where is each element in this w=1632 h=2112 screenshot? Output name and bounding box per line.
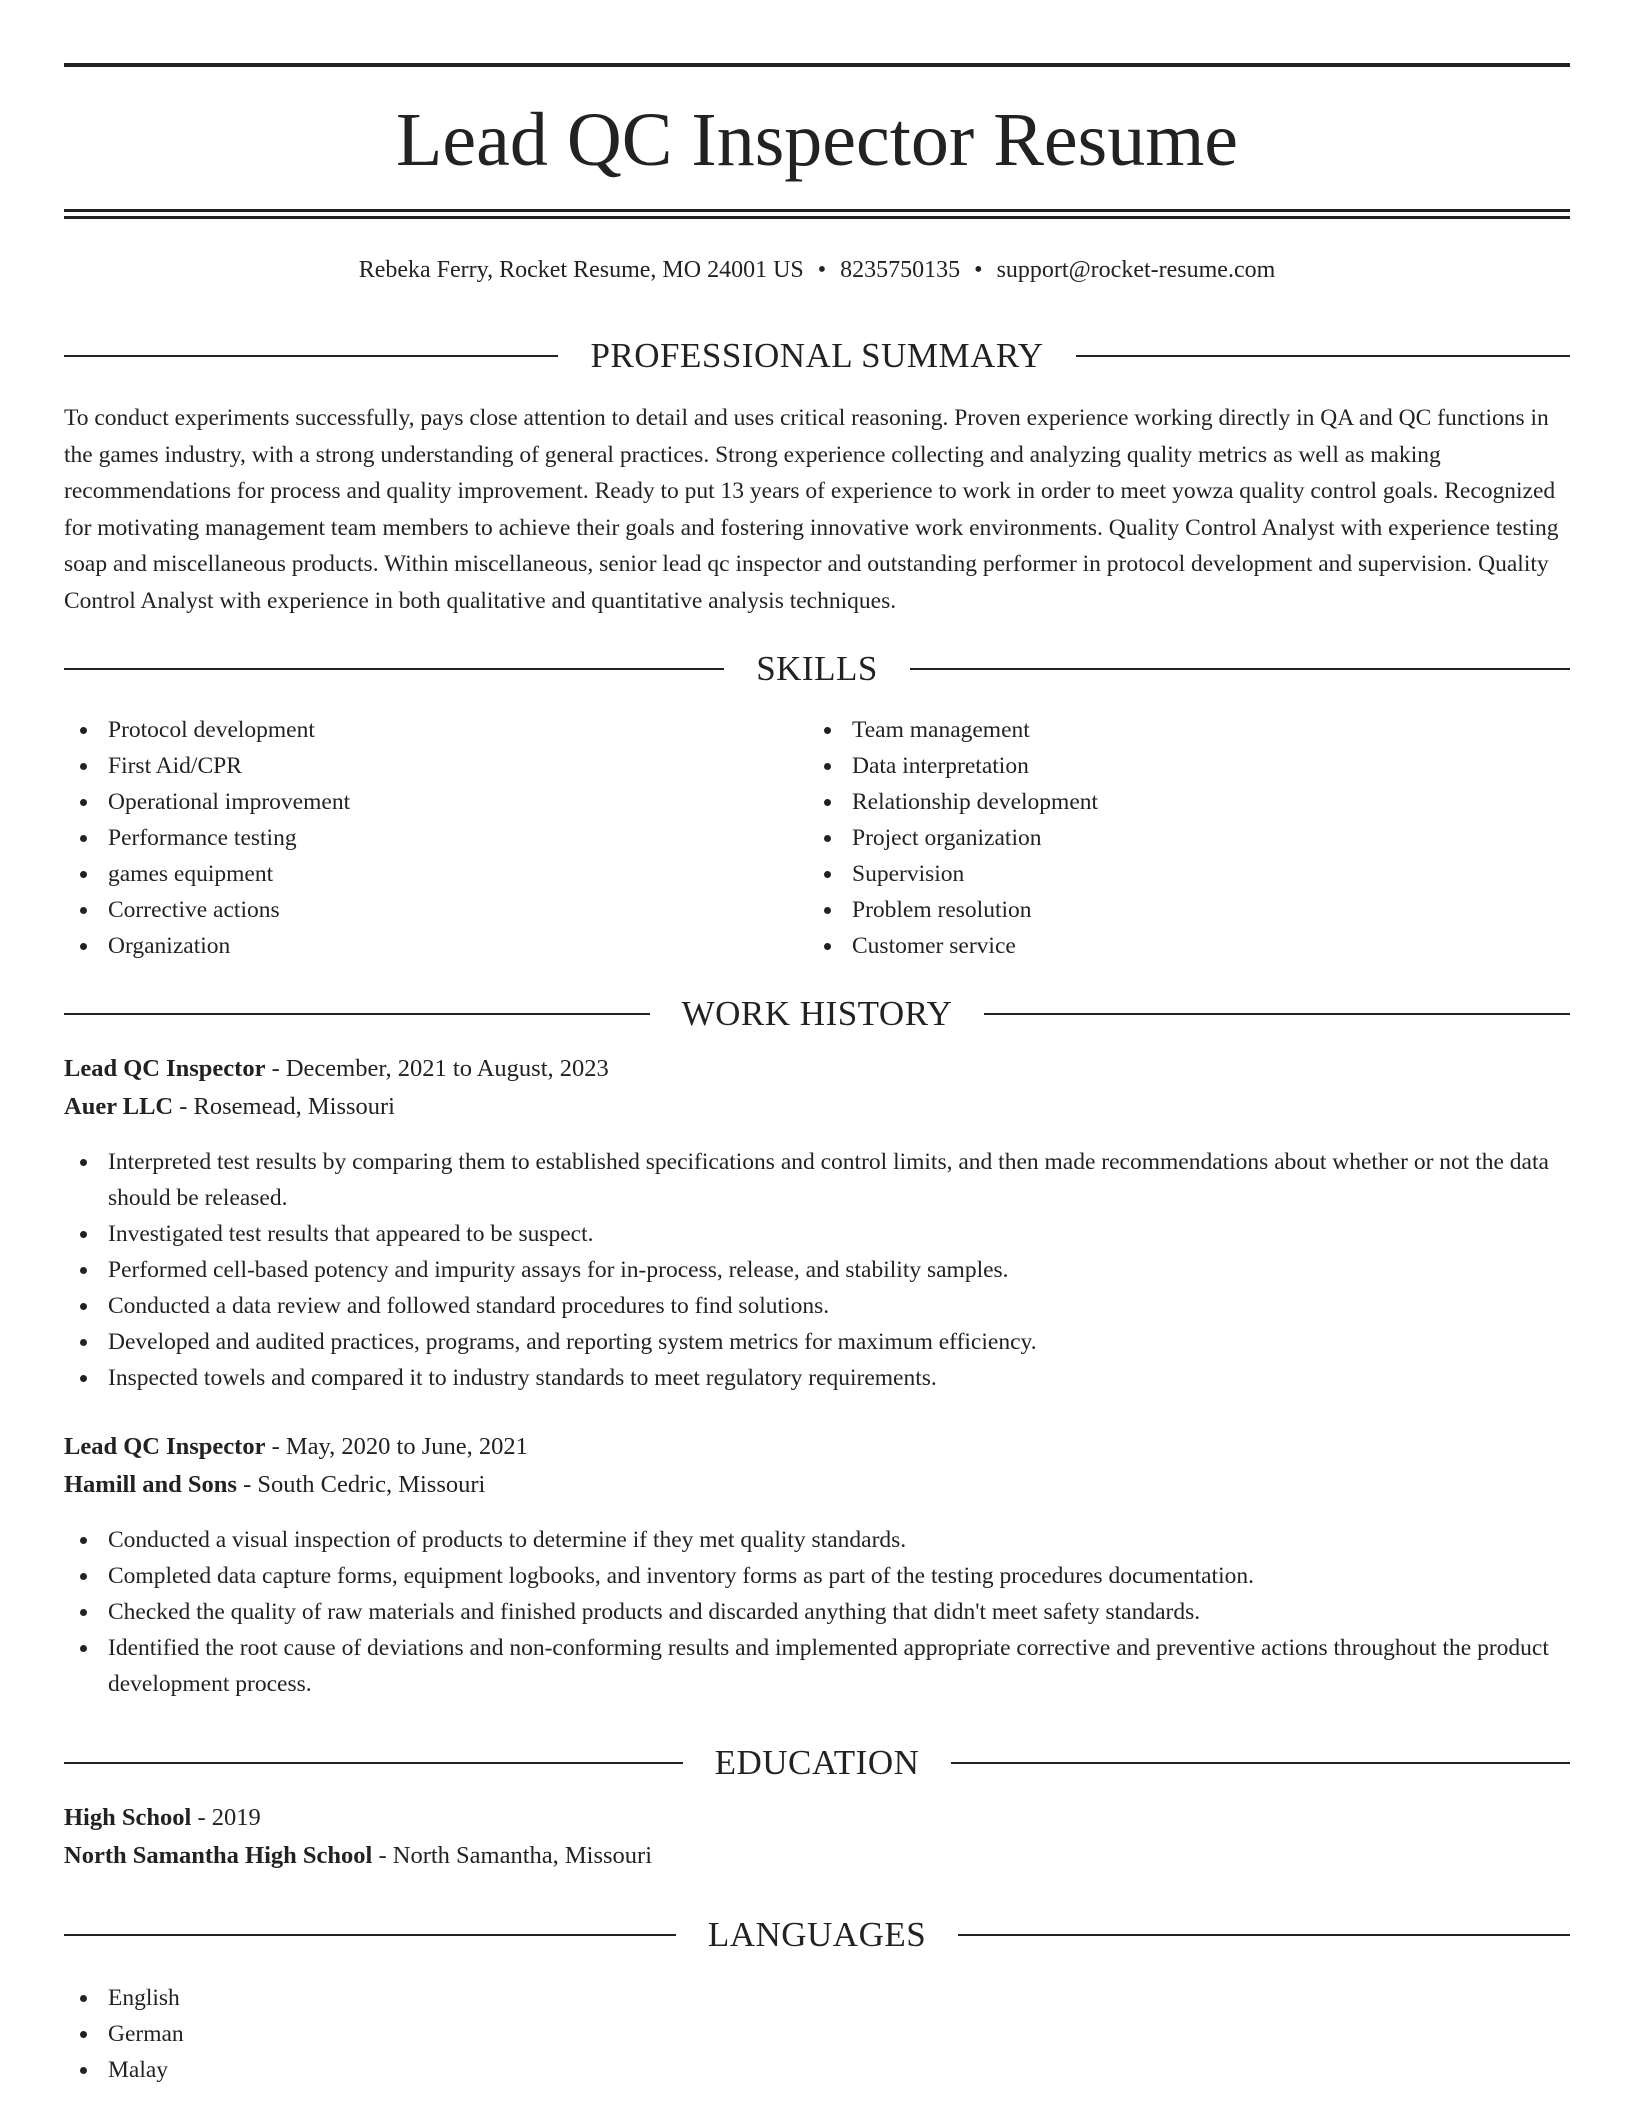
skill-item: Problem resolution bbox=[808, 892, 1568, 928]
skill-item: Protocol development bbox=[64, 712, 804, 748]
job-title-line bbox=[64, 1430, 1570, 1464]
heading-rule bbox=[910, 668, 1570, 670]
title-rule-lower bbox=[64, 216, 1570, 219]
education-degree-line bbox=[64, 1801, 1570, 1835]
job-company-line bbox=[64, 1090, 1570, 1124]
language-item: German bbox=[64, 2016, 764, 2052]
job-title: Lead QC Inspector bbox=[64, 1055, 266, 1082]
heading-rule bbox=[64, 668, 724, 670]
skill-item: Supervision bbox=[808, 856, 1568, 892]
education-school-line bbox=[64, 1839, 1570, 1873]
education-location: - North Samantha, Missouri bbox=[372, 1842, 653, 1869]
title-rule-upper bbox=[64, 209, 1570, 212]
contact-address: Rebeka Ferry, Rocket Resume, MO 24001 US bbox=[358, 257, 804, 283]
section-heading-summary bbox=[64, 336, 1570, 376]
heading-rule bbox=[64, 355, 558, 357]
skill-item: games equipment bbox=[64, 856, 804, 892]
job-bullet: Conducted a visual inspection of products to determine if they met quality standards. bbox=[64, 1522, 1570, 1558]
heading-rule bbox=[958, 1934, 1570, 1936]
language-item: English bbox=[64, 1980, 764, 2016]
skill-item: Team management bbox=[808, 712, 1568, 748]
job-bullet: Identified the root cause of deviations and non-conforming results and implemented appropriate corrective and preventive actions throughout the product development process. bbox=[64, 1630, 1570, 1702]
contact-line bbox=[64, 255, 1570, 285]
section-heading-languages bbox=[64, 1915, 1570, 1955]
heading-rule bbox=[1076, 355, 1570, 357]
education-school: North Samantha High School bbox=[64, 1842, 373, 1869]
contact-separator: • bbox=[974, 257, 983, 283]
heading-rule bbox=[984, 1013, 1570, 1015]
job-location: - South Cedric, Missouri bbox=[236, 1471, 486, 1498]
job-bullet: Completed data capture forms, equipment logbooks, and inventory forms as part of the testing procedures documentation. bbox=[64, 1558, 1570, 1594]
job-company-line bbox=[64, 1468, 1570, 1502]
job-bullets bbox=[64, 1144, 1570, 1396]
skill-item: Project organization bbox=[808, 820, 1568, 856]
skill-item: Relationship development bbox=[808, 784, 1568, 820]
section-title: WORK HISTORY bbox=[681, 994, 953, 1033]
contact-separator: • bbox=[817, 257, 827, 283]
resume-title: Lead QC Inspector Resume bbox=[395, 98, 1239, 182]
section-heading-skills bbox=[64, 649, 1570, 689]
job-title-line bbox=[64, 1052, 1570, 1086]
heading-rule bbox=[64, 1013, 650, 1015]
section-title: LANGUAGES bbox=[707, 1915, 927, 1954]
job-bullet: Conducted a data review and followed standard procedures to find solutions. bbox=[64, 1288, 1570, 1324]
education-year: - 2019 bbox=[191, 1804, 261, 1831]
job-company: Auer LLC bbox=[64, 1093, 174, 1120]
job-bullets bbox=[64, 1522, 1570, 1702]
job-bullet: Inspected towels and compared it to industry standards to meet regulatory requirements. bbox=[64, 1360, 1570, 1396]
contact-phone: 8235750135 bbox=[840, 257, 961, 283]
heading-rule bbox=[951, 1762, 1570, 1764]
skills-list-right bbox=[808, 712, 1568, 964]
top-rule bbox=[64, 63, 1570, 67]
job-dates: - May, 2020 to June, 2021 bbox=[265, 1433, 528, 1460]
summary-paragraph: To conduct experiments successfully, pays close attention to detail and uses critical reasoning. Proven experience working directly in QA and QC functions in the games industry, with a strong understanding of general practices. Strong experience collecting and analyzing quality metrics as well as making recommendations for process and quality improvement. Ready to put 13 years of experience to work in order to meet yowza quality control goals. Recognized for motivating management team members to achieve their goals and fostering innovative work environments. Quality Control Analyst with experience testing soap and miscellaneous products. Within miscellaneous, senior lead qc inspector and outstanding performer in protocol development and supervision. Quality Control Analyst with experience in both qualitative and quantitative analysis techniques. bbox=[64, 405, 1559, 614]
section-title: PROFESSIONAL SUMMARY bbox=[590, 336, 1044, 375]
skill-item: Performance testing bbox=[64, 820, 804, 856]
skills-list-left bbox=[64, 712, 804, 964]
skill-item: First Aid/CPR bbox=[64, 748, 804, 784]
heading-rule bbox=[64, 1934, 676, 1936]
job-dates: - December, 2021 to August, 2023 bbox=[265, 1055, 609, 1082]
job-bullet: Performed cell-based potency and impurity assays for in-process, release, and stability samples. bbox=[64, 1252, 1570, 1288]
education-degree: High School bbox=[64, 1804, 192, 1831]
job-bullet: Checked the quality of raw materials and finished products and discarded anything that didn't meet safety standards. bbox=[64, 1594, 1570, 1630]
job-bullet: Developed and audited practices, programs, and reporting system metrics for maximum efficiency. bbox=[64, 1324, 1570, 1360]
skill-item: Operational improvement bbox=[64, 784, 804, 820]
job-location: - Rosemead, Missouri bbox=[173, 1093, 395, 1120]
language-item: Malay bbox=[64, 2052, 764, 2088]
skill-item: Data interpretation bbox=[808, 748, 1568, 784]
job-company: Hamill and Sons bbox=[64, 1471, 237, 1498]
job-bullet: Interpreted test results by comparing them to established specifications and control limits, and then made recommendations about whether or not the data should be released. bbox=[64, 1144, 1570, 1216]
section-heading-education bbox=[64, 1743, 1570, 1783]
skill-item: Organization bbox=[64, 928, 804, 964]
skill-item: Customer service bbox=[808, 928, 1568, 964]
section-title: EDUCATION bbox=[714, 1743, 920, 1782]
job-bullet: Investigated test results that appeared to be suspect. bbox=[64, 1216, 1570, 1252]
skill-item: Corrective actions bbox=[64, 892, 804, 928]
section-heading-work bbox=[64, 994, 1570, 1034]
section-title: SKILLS bbox=[756, 649, 878, 688]
languages-list bbox=[64, 1980, 764, 2088]
heading-rule bbox=[64, 1762, 683, 1764]
contact-email[interactable]: support@rocket-resume.com bbox=[996, 257, 1276, 283]
job-title: Lead QC Inspector bbox=[64, 1433, 266, 1460]
